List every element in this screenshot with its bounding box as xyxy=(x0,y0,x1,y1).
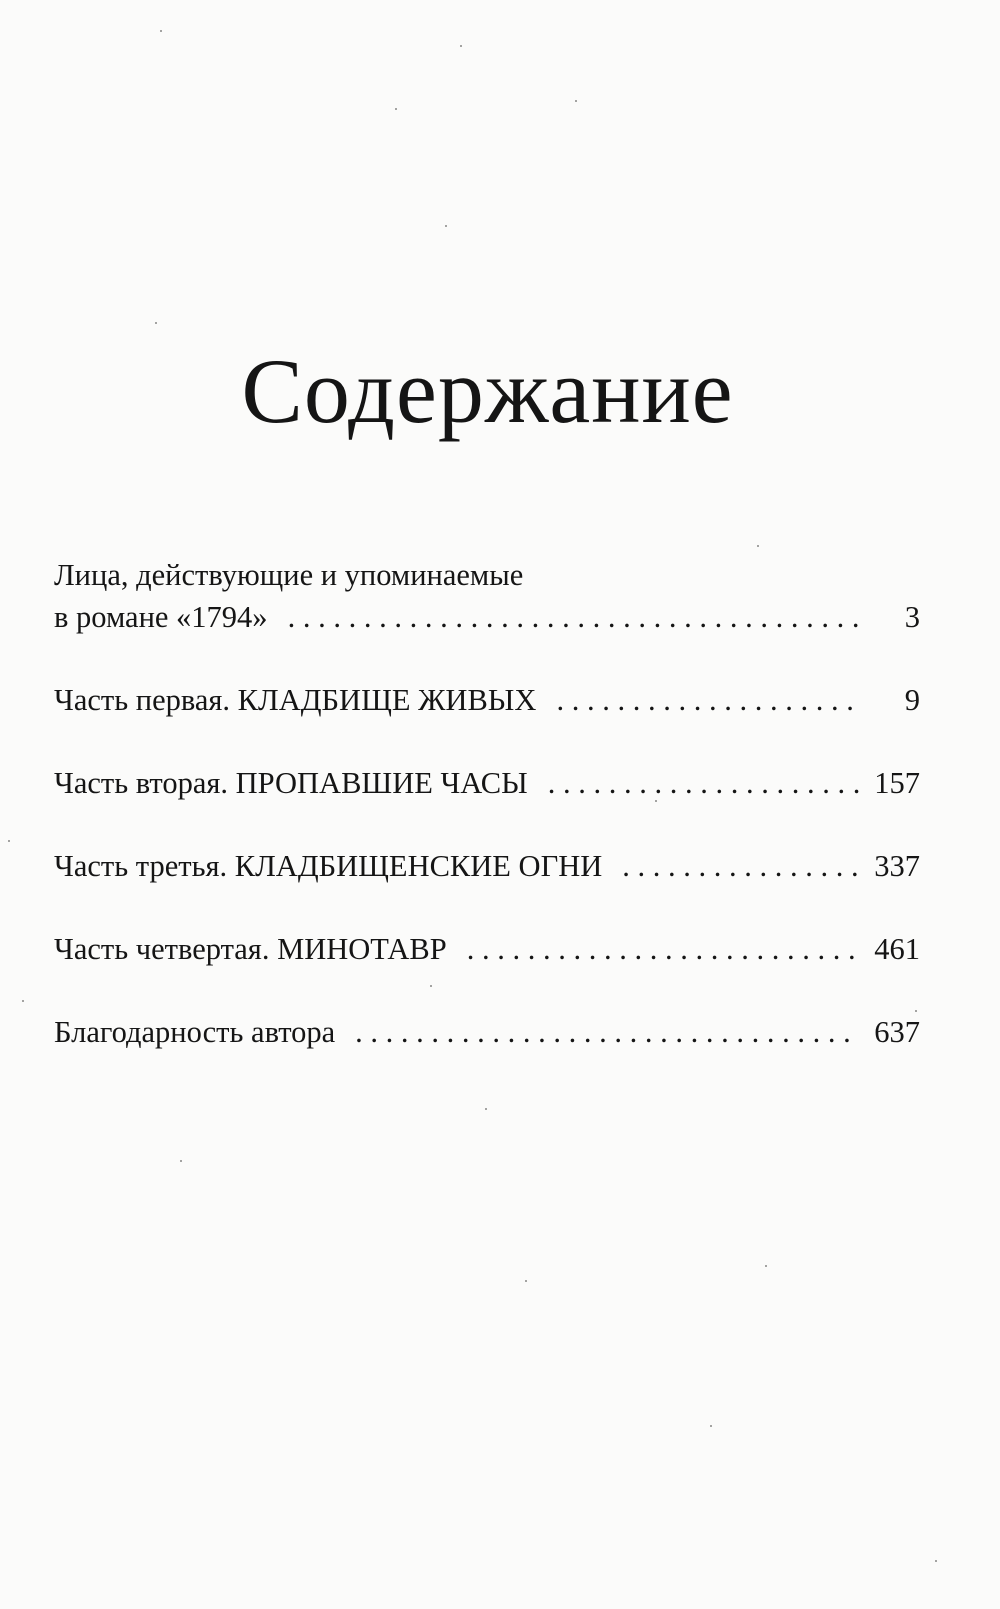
scan-speck xyxy=(430,985,432,987)
table-of-contents xyxy=(54,554,920,1053)
toc-entry-part-2[interactable] xyxy=(54,762,920,804)
scan-speck xyxy=(445,225,447,227)
toc-entry-part-4[interactable] xyxy=(54,928,920,970)
toc-page-number: 3 xyxy=(904,600,920,634)
toc-page-number: 461 xyxy=(874,932,920,966)
dot-leader xyxy=(355,1011,860,1053)
scan-speck xyxy=(757,545,759,547)
scan-speck xyxy=(8,840,10,842)
toc-entry-title: Часть четвертая. МИНОТАВР xyxy=(54,932,447,966)
toc-entry-acknowledgements[interactable] xyxy=(54,1011,920,1053)
scan-speck xyxy=(155,322,157,324)
toc-page-number: 637 xyxy=(874,1015,920,1049)
toc-entry-title-line1: Лица, действующие и упоминаемые xyxy=(54,558,524,592)
scan-speck xyxy=(935,1560,937,1562)
scan-speck xyxy=(460,45,462,47)
dot-leader xyxy=(467,928,860,970)
scan-speck xyxy=(575,100,577,102)
toc-page-number: 157 xyxy=(874,766,920,800)
dot-leader xyxy=(288,596,860,638)
scan-speck xyxy=(655,800,657,802)
toc-entry-title: Часть третья. КЛАДБИЩЕНСКИЕ ОГНИ xyxy=(54,849,603,883)
dot-leader xyxy=(556,679,860,721)
toc-entry-title: в романе «1794» xyxy=(54,600,268,634)
toc-entry-title: Благодарность автора xyxy=(54,1015,336,1049)
toc-page-number: 9 xyxy=(904,683,920,717)
toc-entry-characters[interactable] xyxy=(54,554,920,638)
page-title: Содержание xyxy=(241,340,734,442)
toc-entry-part-3[interactable] xyxy=(54,845,920,887)
scan-speck xyxy=(525,1280,527,1282)
toc-entry-title: Часть вторая. ПРОПАВШИЕ ЧАСЫ xyxy=(54,766,528,800)
toc-entry-title: Часть первая. КЛАДБИЩЕ ЖИВЫХ xyxy=(54,683,537,717)
scan-speck xyxy=(180,1160,182,1162)
dot-leader xyxy=(548,762,860,804)
scan-speck xyxy=(765,1265,767,1267)
scan-speck xyxy=(485,1108,487,1110)
toc-page-number: 337 xyxy=(874,849,920,883)
scan-speck xyxy=(915,1010,917,1012)
dot-leader xyxy=(622,845,860,887)
scan-speck xyxy=(395,108,397,110)
toc-entry-part-1[interactable] xyxy=(54,679,920,721)
scan-speck xyxy=(22,1000,24,1002)
scan-speck xyxy=(160,30,162,32)
scan-speck xyxy=(710,1425,712,1427)
